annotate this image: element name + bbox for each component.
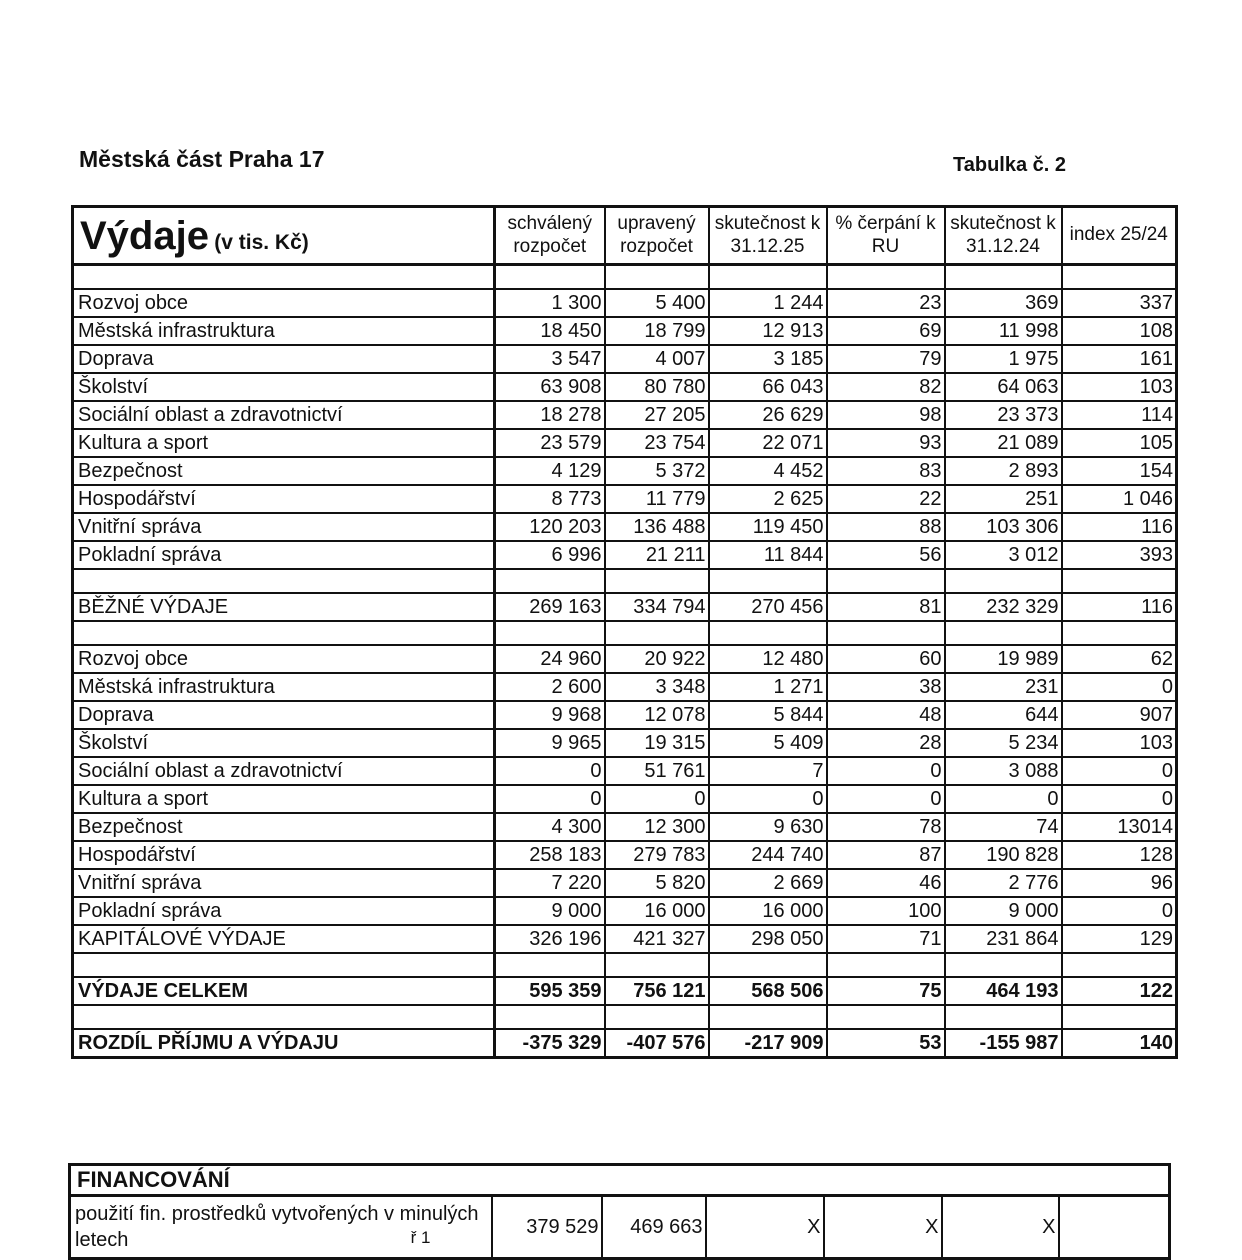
value-cell: 16 000 <box>709 897 827 925</box>
value-cell <box>1062 265 1177 290</box>
value-cell: 258 183 <box>495 841 605 869</box>
value-cell: 11 844 <box>709 541 827 569</box>
value-cell: 88 <box>827 513 945 541</box>
capital-expense-row <box>73 701 1177 729</box>
value-cell: 1 300 <box>495 289 605 317</box>
row-label <box>73 621 495 645</box>
value-cell: 13014 <box>1062 813 1177 841</box>
value-cell: 119 450 <box>709 513 827 541</box>
value-cell: 5 844 <box>709 701 827 729</box>
value-cell: 231 864 <box>945 925 1062 953</box>
value-cell: 20 922 <box>605 645 709 673</box>
value-cell: X <box>824 1196 942 1259</box>
row-label: Pokladní správa <box>73 541 495 569</box>
row-label: Školství <box>73 373 495 401</box>
capital-expense-total-row <box>73 925 1177 953</box>
value-cell: 79 <box>827 345 945 373</box>
value-cell <box>1062 953 1177 977</box>
column-header: skutečnost k 31.12.25 <box>709 207 827 265</box>
value-cell <box>709 621 827 645</box>
value-cell: 5 409 <box>709 729 827 757</box>
value-cell: 0 <box>827 757 945 785</box>
value-cell <box>495 1005 605 1029</box>
value-cell: 108 <box>1062 317 1177 345</box>
value-cell: 66 043 <box>709 373 827 401</box>
row-label: Rozvoj obce <box>73 645 495 673</box>
value-cell: 23 754 <box>605 429 709 457</box>
column-header: skutečnost k 31.12.24 <box>945 207 1062 265</box>
value-cell: 140 <box>1062 1029 1177 1058</box>
value-cell: 337 <box>1062 289 1177 317</box>
value-cell: 12 480 <box>709 645 827 673</box>
row-label: Vnitřní správa <box>73 869 495 897</box>
spacer-row <box>73 1005 1177 1029</box>
value-cell: 0 <box>1062 673 1177 701</box>
value-cell: 46 <box>827 869 945 897</box>
value-cell <box>605 569 709 593</box>
current-expense-row <box>73 485 1177 513</box>
value-cell: 231 <box>945 673 1062 701</box>
row-label: Bezpečnost <box>73 813 495 841</box>
value-cell <box>827 569 945 593</box>
row-reference: ř 1 <box>410 1228 431 1247</box>
value-cell: 5 400 <box>605 289 709 317</box>
row-label: BĚŽNÉ VÝDAJE <box>73 593 495 621</box>
current-expense-row <box>73 457 1177 485</box>
value-cell: 21 211 <box>605 541 709 569</box>
row-label: Sociální oblast a zdravotnictví <box>73 401 495 429</box>
value-cell: 0 <box>1062 897 1177 925</box>
value-cell: 12 913 <box>709 317 827 345</box>
row-label: Bezpečnost <box>73 457 495 485</box>
value-cell: 80 780 <box>605 373 709 401</box>
value-cell: 83 <box>827 457 945 485</box>
value-cell: 105 <box>1062 429 1177 457</box>
value-cell: 1 975 <box>945 345 1062 373</box>
value-cell: 2 669 <box>709 869 827 897</box>
value-cell: 6 996 <box>495 541 605 569</box>
title-big: Výdaje <box>80 213 209 258</box>
value-cell: 9 965 <box>495 729 605 757</box>
row-label: Městská infrastruktura <box>73 317 495 345</box>
financing-header-row <box>70 1165 1170 1196</box>
value-cell <box>1062 1005 1177 1029</box>
current-expense-row <box>73 401 1177 429</box>
value-cell: 23 579 <box>495 429 605 457</box>
value-cell: 3 088 <box>945 757 1062 785</box>
capital-expense-row <box>73 897 1177 925</box>
value-cell: 2 893 <box>945 457 1062 485</box>
value-cell: 907 <box>1062 701 1177 729</box>
value-cell: 4 452 <box>709 457 827 485</box>
current-expense-row <box>73 429 1177 457</box>
row-label <box>73 1005 495 1029</box>
value-cell: 0 <box>495 757 605 785</box>
value-cell: 3 348 <box>605 673 709 701</box>
row-label <box>70 1196 492 1259</box>
value-cell <box>495 621 605 645</box>
value-cell: -217 909 <box>709 1029 827 1058</box>
value-cell: 56 <box>827 541 945 569</box>
financing-row-label: použití fin. prostředků vytvořených v minulých letech <box>75 1203 479 1251</box>
value-cell <box>1062 621 1177 645</box>
value-cell <box>605 953 709 977</box>
value-cell: 4 300 <box>495 813 605 841</box>
value-cell: 53 <box>827 1029 945 1058</box>
capital-expense-row <box>73 869 1177 897</box>
column-header: upravený rozpočet <box>605 207 709 265</box>
value-cell: 5 234 <box>945 729 1062 757</box>
column-header: index 25/24 <box>1062 207 1177 265</box>
value-cell: 48 <box>827 701 945 729</box>
value-cell <box>945 265 1062 290</box>
value-cell: 3 012 <box>945 541 1062 569</box>
value-cell: 18 799 <box>605 317 709 345</box>
capital-expense-row <box>73 841 1177 869</box>
value-cell: 18 450 <box>495 317 605 345</box>
value-cell: 232 329 <box>945 593 1062 621</box>
value-cell: 269 163 <box>495 593 605 621</box>
value-cell: 75 <box>827 977 945 1005</box>
value-cell: 0 <box>1062 785 1177 813</box>
row-label: Školství <box>73 729 495 757</box>
value-cell: 154 <box>1062 457 1177 485</box>
value-cell <box>945 569 1062 593</box>
row-label: Kultura a sport <box>73 429 495 457</box>
value-cell: -155 987 <box>945 1029 1062 1058</box>
value-cell: 19 315 <box>605 729 709 757</box>
value-cell: 5 372 <box>605 457 709 485</box>
value-cell: 71 <box>827 925 945 953</box>
row-label: VÝDAJE CELKEM <box>73 977 495 1005</box>
value-cell: 270 456 <box>709 593 827 621</box>
value-cell: 3 185 <box>709 345 827 373</box>
value-cell: 4 129 <box>495 457 605 485</box>
value-cell: 1 244 <box>709 289 827 317</box>
value-cell: 0 <box>709 785 827 813</box>
value-cell: 18 278 <box>495 401 605 429</box>
capital-expense-row <box>73 813 1177 841</box>
value-cell: 27 205 <box>605 401 709 429</box>
value-cell <box>945 1005 1062 1029</box>
value-cell: 98 <box>827 401 945 429</box>
value-cell: 7 <box>709 757 827 785</box>
row-label: Doprava <box>73 345 495 373</box>
capital-expense-row <box>73 785 1177 813</box>
row-label: Pokladní správa <box>73 897 495 925</box>
value-cell: 129 <box>1062 925 1177 953</box>
value-cell <box>495 569 605 593</box>
value-cell <box>605 621 709 645</box>
value-cell: 21 089 <box>945 429 1062 457</box>
value-cell <box>1059 1196 1170 1259</box>
value-cell: 4 007 <box>605 345 709 373</box>
value-cell <box>1062 569 1177 593</box>
capital-expense-row <box>73 757 1177 785</box>
row-label: Vnitřní správa <box>73 513 495 541</box>
row-label: Sociální oblast a zdravotnictví <box>73 757 495 785</box>
value-cell <box>495 265 605 290</box>
title-unit: (v tis. Kč) <box>214 230 309 254</box>
value-cell: 1 046 <box>1062 485 1177 513</box>
value-cell: 12 078 <box>605 701 709 729</box>
value-cell <box>605 1005 709 1029</box>
value-cell: 103 306 <box>945 513 1062 541</box>
row-label: Kultura a sport <box>73 785 495 813</box>
value-cell: 298 050 <box>709 925 827 953</box>
value-cell <box>827 953 945 977</box>
row-label <box>73 265 495 290</box>
row-label <box>73 569 495 593</box>
value-cell: 644 <box>945 701 1062 729</box>
value-cell: 3 547 <box>495 345 605 373</box>
current-expense-row <box>73 513 1177 541</box>
value-cell: 12 300 <box>605 813 709 841</box>
value-cell: 393 <box>1062 541 1177 569</box>
value-cell: 0 <box>945 785 1062 813</box>
value-cell: 2 625 <box>709 485 827 513</box>
spacer-row <box>73 265 1177 290</box>
value-cell: 81 <box>827 593 945 621</box>
value-cell: 116 <box>1062 593 1177 621</box>
value-cell: 62 <box>1062 645 1177 673</box>
value-cell <box>945 953 1062 977</box>
capital-expense-row <box>73 729 1177 757</box>
value-cell: 114 <box>1062 401 1177 429</box>
value-cell <box>709 265 827 290</box>
value-cell: 5 820 <box>605 869 709 897</box>
value-cell: 128 <box>1062 841 1177 869</box>
value-cell: 2 600 <box>495 673 605 701</box>
value-cell: 74 <box>945 813 1062 841</box>
row-label: Doprava <box>73 701 495 729</box>
value-cell: 87 <box>827 841 945 869</box>
value-cell: 279 783 <box>605 841 709 869</box>
value-cell: 64 063 <box>945 373 1062 401</box>
value-cell: 96 <box>1062 869 1177 897</box>
value-cell: 22 <box>827 485 945 513</box>
table-number: Tabulka č. 2 <box>953 154 1067 176</box>
row-label: KAPITÁLOVÉ VÝDAJE <box>73 925 495 953</box>
value-cell: 244 740 <box>709 841 827 869</box>
value-cell: 756 121 <box>605 977 709 1005</box>
financing-row <box>70 1196 1170 1259</box>
value-cell: 82 <box>827 373 945 401</box>
value-cell <box>709 569 827 593</box>
row-label: Hospodářství <box>73 841 495 869</box>
value-cell: 568 506 <box>709 977 827 1005</box>
value-cell: 28 <box>827 729 945 757</box>
financing-title: FINANCOVÁNÍ <box>70 1165 1170 1196</box>
value-cell: 7 220 <box>495 869 605 897</box>
value-cell: X <box>706 1196 824 1259</box>
financing-table <box>68 1163 1171 1260</box>
value-cell: 51 761 <box>605 757 709 785</box>
current-expense-row <box>73 317 1177 345</box>
value-cell: 11 779 <box>605 485 709 513</box>
value-cell: 0 <box>1062 757 1177 785</box>
value-cell: 26 629 <box>709 401 827 429</box>
value-cell: 16 000 <box>605 897 709 925</box>
row-label: Hospodářství <box>73 485 495 513</box>
expenditure-table <box>71 205 1178 1059</box>
capital-expense-row <box>73 673 1177 701</box>
column-header: % čerpání k RU <box>827 207 945 265</box>
value-cell <box>827 265 945 290</box>
value-cell: 161 <box>1062 345 1177 373</box>
value-cell: 9 000 <box>945 897 1062 925</box>
value-cell: 122 <box>1062 977 1177 1005</box>
value-cell: 136 488 <box>605 513 709 541</box>
value-cell: 116 <box>1062 513 1177 541</box>
row-label: Městská infrastruktura <box>73 673 495 701</box>
value-cell <box>709 1005 827 1029</box>
value-cell: 0 <box>605 785 709 813</box>
column-header: schválený rozpočet <box>495 207 605 265</box>
value-cell: 38 <box>827 673 945 701</box>
total-expenditure-row <box>73 977 1177 1005</box>
spacer-row <box>73 621 1177 645</box>
value-cell: 22 071 <box>709 429 827 457</box>
value-cell: 251 <box>945 485 1062 513</box>
value-cell: 63 908 <box>495 373 605 401</box>
value-cell: 469 663 <box>602 1196 706 1259</box>
value-cell: 421 327 <box>605 925 709 953</box>
value-cell: 93 <box>827 429 945 457</box>
row-label <box>73 953 495 977</box>
income-expense-difference-row <box>73 1029 1177 1058</box>
municipality-title: Městská část Praha 17 <box>79 146 325 172</box>
current-expense-row <box>73 541 1177 569</box>
current-expense-row <box>73 345 1177 373</box>
value-cell: 2 776 <box>945 869 1062 897</box>
value-cell: 1 271 <box>709 673 827 701</box>
header-row <box>73 207 1177 265</box>
value-cell: 103 <box>1062 729 1177 757</box>
value-cell: 379 529 <box>492 1196 602 1259</box>
value-cell: 100 <box>827 897 945 925</box>
value-cell: 11 998 <box>945 317 1062 345</box>
value-cell: 103 <box>1062 373 1177 401</box>
value-cell: 464 193 <box>945 977 1062 1005</box>
spacer-row <box>73 953 1177 977</box>
table-title <box>73 207 495 265</box>
value-cell <box>605 265 709 290</box>
value-cell <box>827 1005 945 1029</box>
value-cell: 595 359 <box>495 977 605 1005</box>
value-cell: 190 828 <box>945 841 1062 869</box>
spacer-row <box>73 569 1177 593</box>
value-cell: 0 <box>495 785 605 813</box>
value-cell: -375 329 <box>495 1029 605 1058</box>
value-cell: 0 <box>827 785 945 813</box>
capital-expense-row <box>73 645 1177 673</box>
value-cell: 120 203 <box>495 513 605 541</box>
value-cell: 9 968 <box>495 701 605 729</box>
value-cell: 19 989 <box>945 645 1062 673</box>
value-cell: 24 960 <box>495 645 605 673</box>
value-cell <box>709 953 827 977</box>
value-cell: 326 196 <box>495 925 605 953</box>
value-cell: 8 773 <box>495 485 605 513</box>
value-cell: 23 <box>827 289 945 317</box>
value-cell: 78 <box>827 813 945 841</box>
row-label: ROZDÍL PŘÍJMU A VÝDAJU <box>73 1029 495 1058</box>
value-cell: 9 630 <box>709 813 827 841</box>
value-cell: 60 <box>827 645 945 673</box>
value-cell: 69 <box>827 317 945 345</box>
value-cell <box>945 621 1062 645</box>
value-cell <box>827 621 945 645</box>
current-expense-row <box>73 289 1177 317</box>
value-cell: 23 373 <box>945 401 1062 429</box>
value-cell <box>495 953 605 977</box>
current-expense-row <box>73 373 1177 401</box>
value-cell: 369 <box>945 289 1062 317</box>
value-cell: -407 576 <box>605 1029 709 1058</box>
row-label: Rozvoj obce <box>73 289 495 317</box>
value-cell: X <box>942 1196 1059 1259</box>
value-cell: 334 794 <box>605 593 709 621</box>
current-expense-total-row <box>73 593 1177 621</box>
value-cell: 9 000 <box>495 897 605 925</box>
